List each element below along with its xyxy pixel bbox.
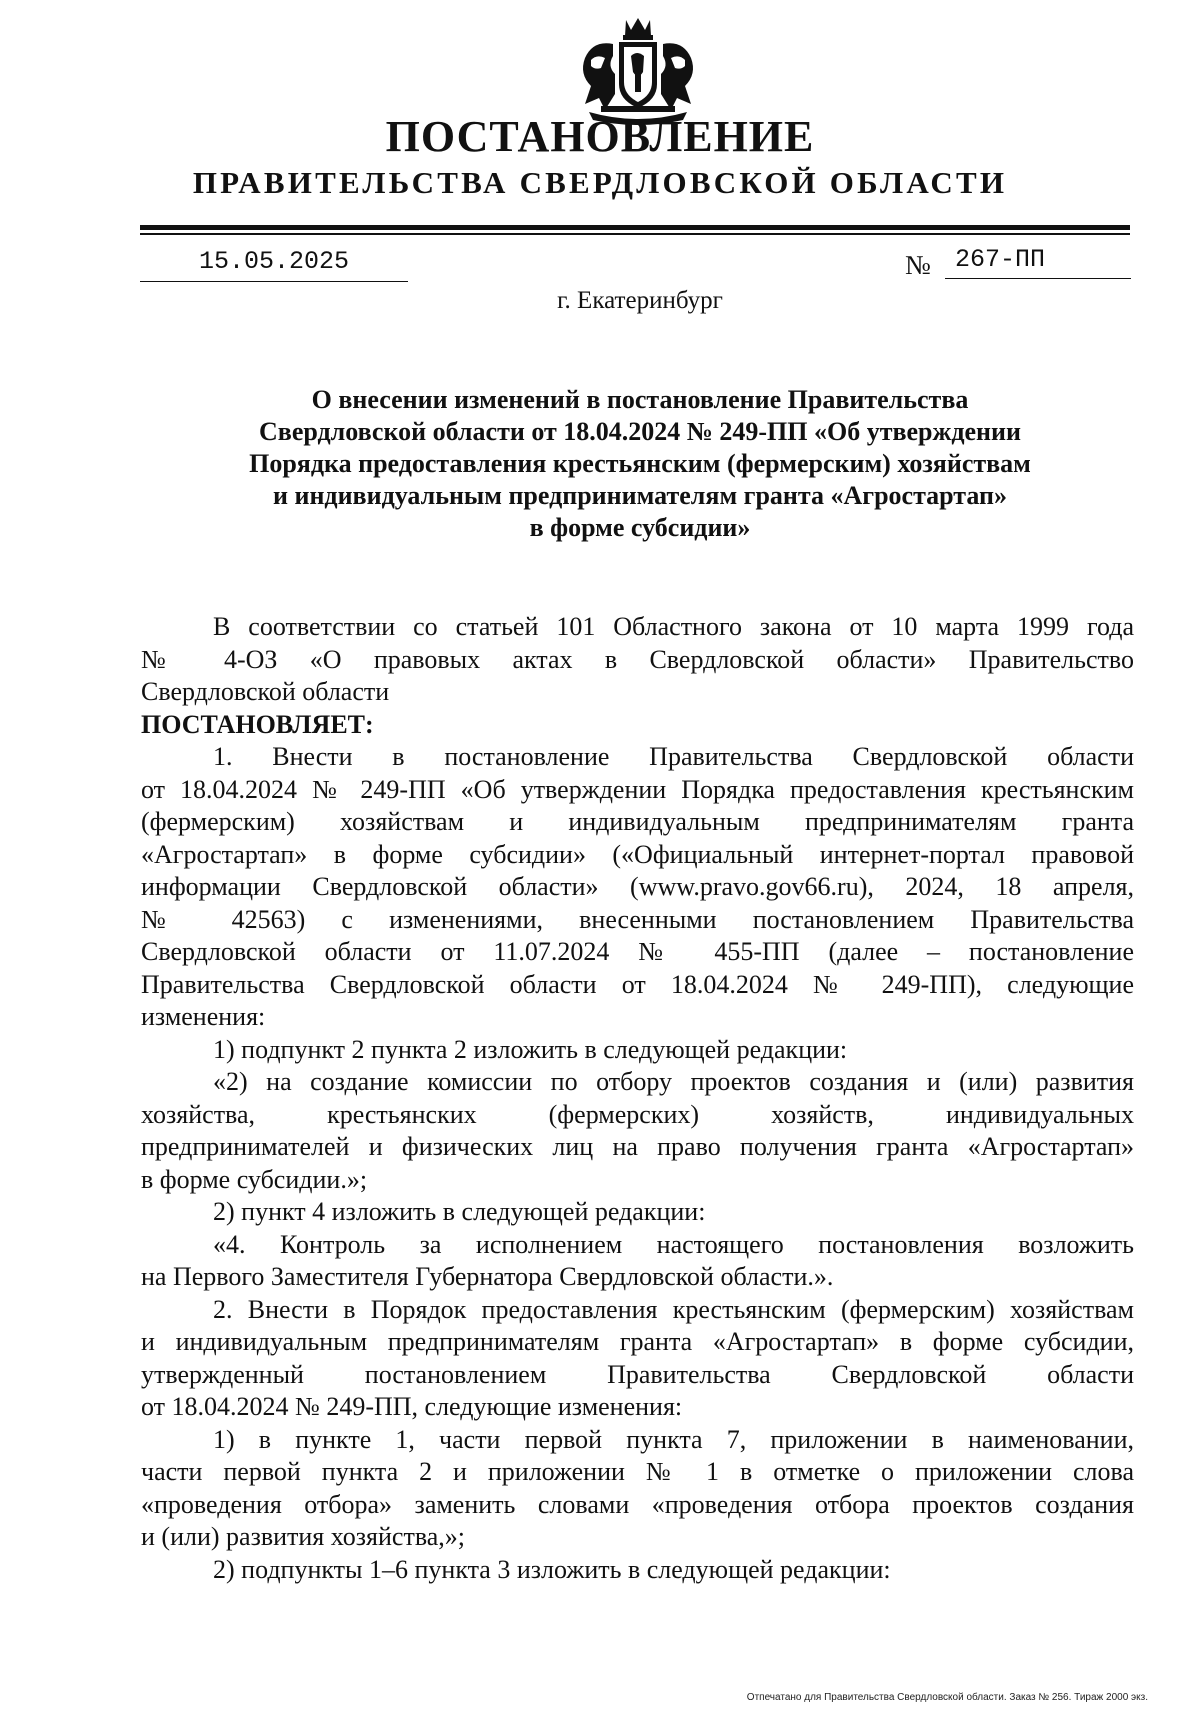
body-line: Правительства Свердловской области от 18.04.2024 № 249-ПП), следующие: [141, 969, 1134, 999]
body-line: «проведения отбора» заменить словами «проведения отбора проектов создания: [141, 1489, 1134, 1519]
body-line: предпринимателей и физических лиц на право получения гранта «Агростартап»: [141, 1132, 1134, 1161]
body-line: 2) подпункты 1–6 пункта 3 изложить в следующей редакции:: [213, 1554, 891, 1584]
coat-of-arms-icon: [571, 14, 705, 126]
body-line: Свердловской области от 11.07.2024 № 455-ПП (далее – постановление: [141, 937, 1134, 966]
body-line: 2. Внести в Порядок предоставления крестьянским (фермерским) хозяйствам: [213, 1294, 1134, 1324]
body-line: 1) подпункт 2 пункта 2 изложить в следующей редакции:: [213, 1034, 848, 1064]
document-number: 267-ПП: [945, 245, 1131, 279]
header-divider-thin: [140, 233, 1130, 235]
resolves-heading: ПОСТАНОВЛЯЕТ:: [141, 709, 374, 739]
body-line: 1. Внести в постановление Правительства Свердловской области: [213, 742, 1134, 771]
body-line: «2) на создание комиссии по отбору проектов создания и (или) развития: [213, 1067, 1134, 1096]
title-line: О внесении изменений в постановление Правительства: [311, 385, 969, 414]
body-line: 1) в пункте 1, части первой пункта 7, приложении в наименовании,: [213, 1424, 1134, 1454]
document-title: [180, 384, 1100, 544]
body-line: части первой пункта 2 и приложении № 1 в отметке о приложении слова: [141, 1457, 1134, 1486]
title-line: Порядка предоставления крестьянским (фермерским) хозяйствам: [249, 449, 1031, 478]
document-type: ПОСТАНОВЛЕНИЕ: [385, 112, 815, 161]
document-date: 15.05.2025: [140, 247, 408, 282]
body-line: В соответствии со статьей 101 Областного закона от 10 марта 1999 года: [213, 612, 1134, 641]
body-line: хозяйства, крестьянских (фермерских) хозяйств, индивидуальных: [141, 1099, 1134, 1129]
body-line: утвержденный постановлением Правительства Свердловской области: [141, 1359, 1134, 1389]
body-line: (фермерским) хозяйствам и индивидуальным предпринимателям гранта: [141, 807, 1134, 836]
number-sign: №: [905, 250, 931, 280]
body-line: на Первого Заместителя Губернатора Свердловской области.».: [141, 1262, 834, 1291]
title-line: и индивидуальным предпринимателям гранта «Агростартап»: [272, 481, 1008, 510]
title-line: в форме субсидии»: [529, 513, 751, 542]
header-divider-thick: [140, 225, 1130, 230]
city: г. Екатеринбург: [557, 287, 723, 314]
body-line: от 18.04.2024 № 249-ПП, следующие изменения:: [141, 1392, 683, 1421]
body-line: и (или) развития хозяйства,»;: [141, 1522, 466, 1551]
title-line: Свердловской области от 18.04.2024 № 249-ПП «Об утверждении: [259, 417, 1021, 446]
body-line: «4. Контроль за исполнением настоящего постановления возложить: [213, 1229, 1134, 1259]
document-body: [141, 611, 1134, 1586]
body-line: информации Свердловской области» (www.pravo.gov66.ru), 2024, 18 апреля,: [141, 872, 1134, 901]
print-note: Отпечатано для Правительства Свердловской области. Заказ № 256. Тираж 2000 экз.: [746, 1692, 1148, 1703]
body-line: № 4-ОЗ «О правовых актах в Свердловской области» Правительство: [141, 644, 1134, 674]
body-line: «Агростартап» в форме субсидии» («Официальный интернет-портал правовой: [141, 839, 1134, 869]
body-line: в форме субсидии.»;: [141, 1164, 368, 1194]
body-line: от 18.04.2024 № 249-ПП «Об утверждении Порядка предоставления крестьянским: [141, 774, 1134, 804]
body-line: 2) пункт 4 изложить в следующей редакции:: [213, 1197, 706, 1226]
issuer-name: ПРАВИТЕЛЬСТВА СВЕРДЛОВСКОЙ ОБЛАСТИ: [192, 165, 1008, 200]
body-line: Свердловской области: [141, 677, 390, 706]
body-line: изменения:: [141, 1002, 266, 1031]
body-line: № 42563) с изменениями, внесенными постановлением Правительства: [141, 904, 1134, 934]
body-line: и индивидуальным предпринимателям гранта «Агростартап» в форме субсидии,: [141, 1327, 1134, 1356]
